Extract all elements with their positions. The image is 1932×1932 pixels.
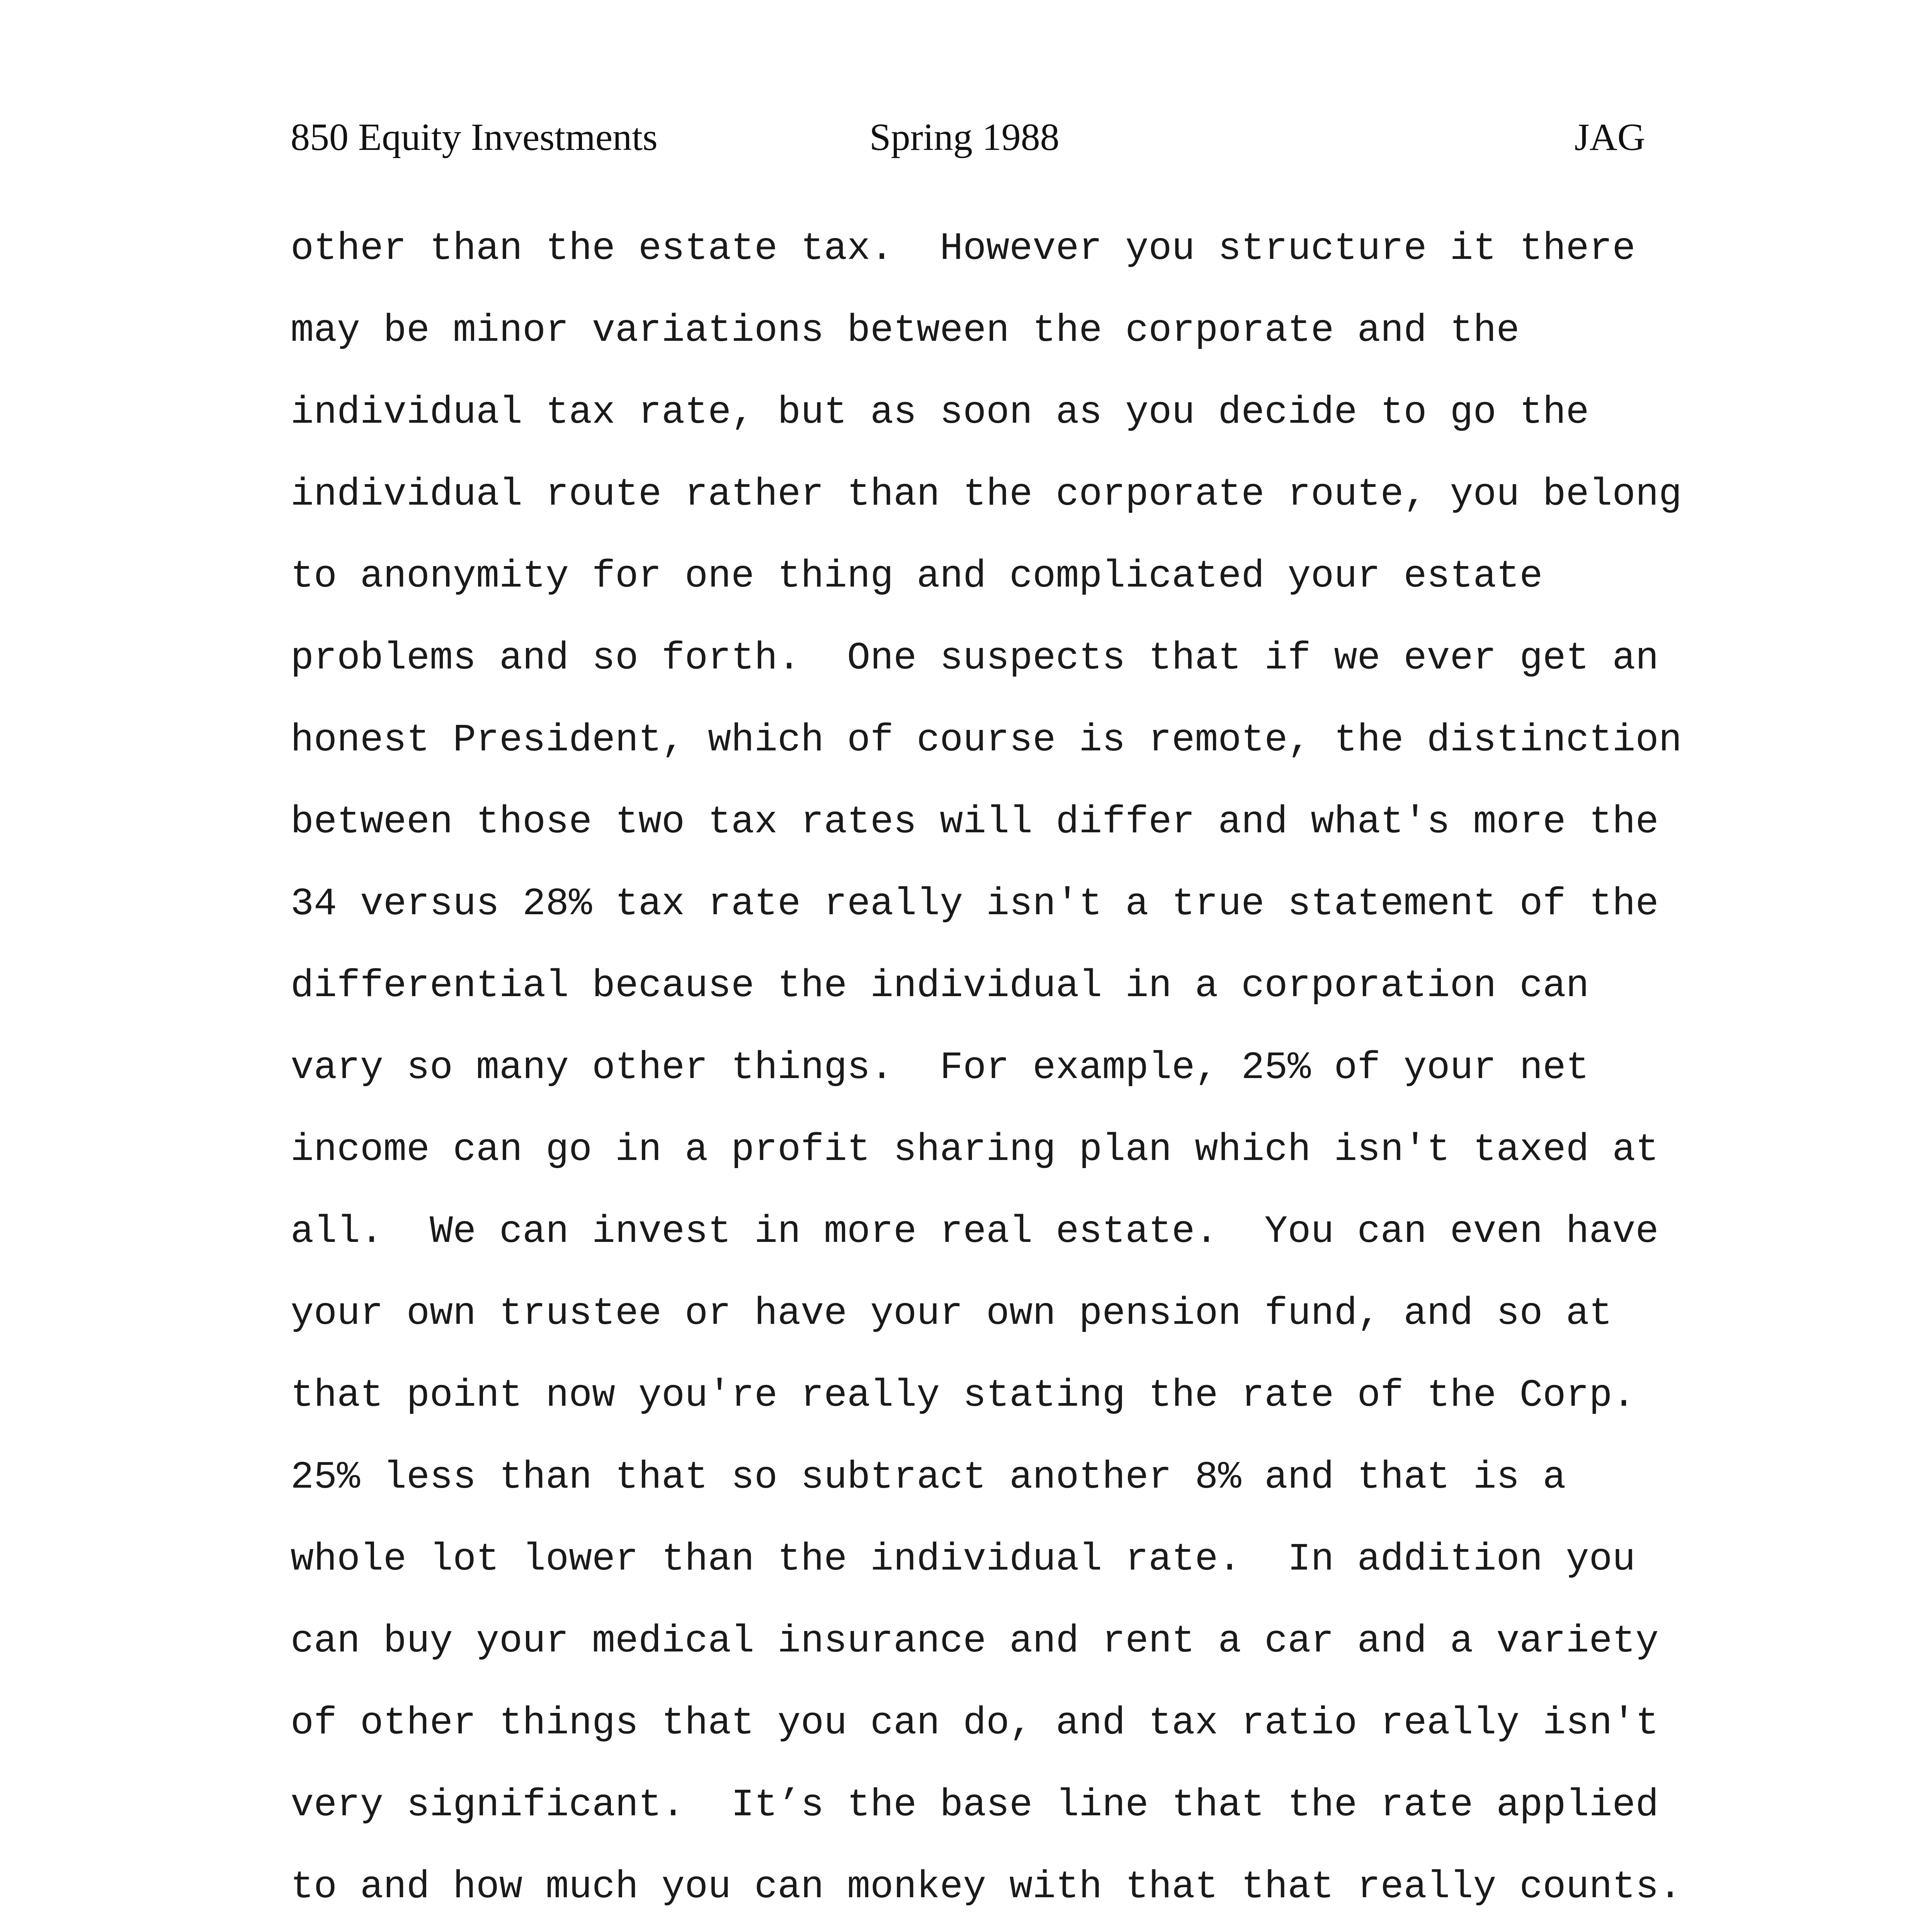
text-line: between those two tax rates will differ and what's more the (291, 801, 1659, 844)
text-line: that point now you're really stating the rate of the Corp. (291, 1374, 1636, 1418)
text-line: to anonymity for one thing and complicated your estate (291, 555, 1543, 599)
text-line: other than the estate tax. However you structure it there (291, 227, 1636, 271)
text-line: your own trustee or have your own pension fund, and so at (291, 1292, 1612, 1336)
text-line: 25% less than that so subtract another 8% and that is a (291, 1456, 1566, 1500)
text-line: can buy your medical insurance and rent a car and a variety (291, 1620, 1659, 1663)
page-header (0, 112, 1932, 170)
header-author: JAG (1574, 116, 1645, 158)
text-line: all. We can invest in more real estate. You can even have (291, 1210, 1659, 1254)
text-line: income can go in a profit sharing plan which isn't taxed at (291, 1128, 1659, 1172)
header-term: Spring 1988 (869, 116, 1060, 158)
text-line: of other things that you can do, and tax ratio really isn't (291, 1702, 1659, 1745)
text-line: differential because the individual in a corporation can (291, 964, 1589, 1008)
text-line: to and how much you can monkey with that that really counts. (291, 1866, 1682, 1909)
text-line: individual tax rate, but as soon as you decide to go the (291, 391, 1589, 435)
transcript-body (291, 220, 1759, 1932)
text-line: individual route rather than the corporate route, you belong (291, 473, 1682, 517)
header-course: 850 Equity Investments (291, 116, 658, 158)
text-line: problems and so forth. One suspects that if we ever get an (291, 637, 1659, 680)
text-line: very significant. It’s the base line that the rate applied (291, 1784, 1659, 1827)
text-line: honest President, which of course is remote, the distinction (291, 719, 1682, 762)
text-line: may be minor variations between the corporate and the (291, 309, 1520, 353)
text-line: whole lot lower than the individual rate. In addition you (291, 1538, 1636, 1582)
text-line: 34 versus 28% tax rate really isn't a true statement of the (291, 883, 1659, 926)
text-line: vary so many other things. For example, 25% of your net (291, 1046, 1589, 1090)
